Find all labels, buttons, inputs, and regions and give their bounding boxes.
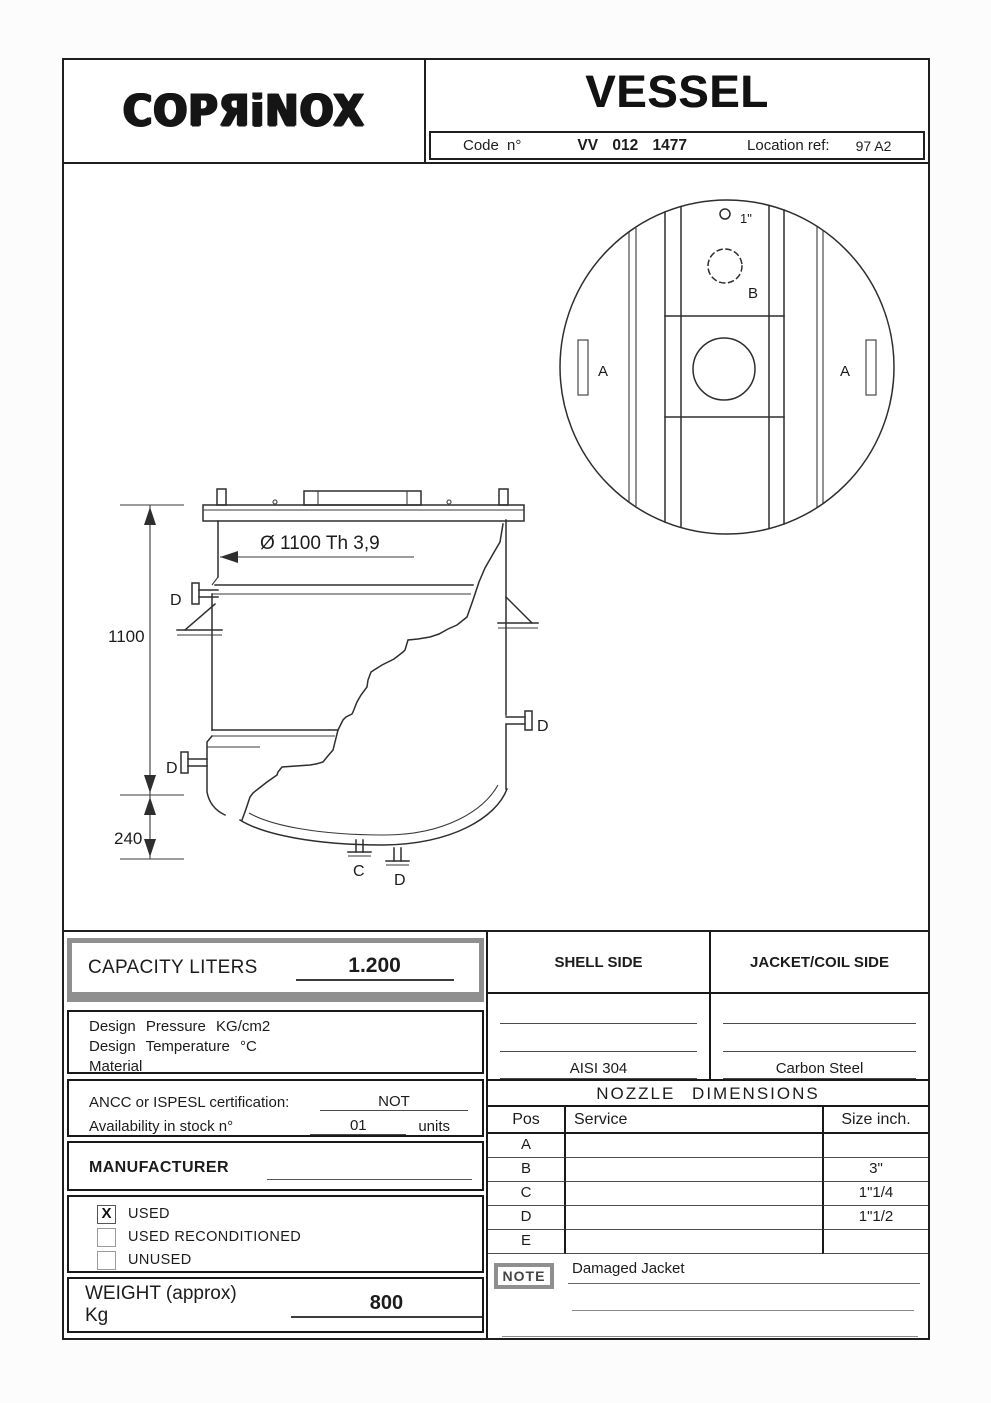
row-a-service (566, 1134, 822, 1158)
condition-option-unused (97, 1250, 482, 1270)
weight-value: 800 (291, 1292, 482, 1318)
jacket-values-col (711, 994, 928, 1079)
nozzle-b-label: B (748, 285, 759, 302)
side-view (108, 489, 549, 889)
certification-value: NOT (320, 1093, 468, 1111)
nozzle-table-title: NOZZLE DIMENSIONS (488, 1081, 928, 1107)
note-blank-line (572, 1310, 914, 1311)
lug-a-left (578, 340, 588, 395)
stock-units-label: units (418, 1118, 450, 1135)
row-a-pos: A (488, 1134, 566, 1158)
row-c-pos: C (488, 1182, 566, 1206)
note-section (488, 1258, 928, 1338)
nozzle-d-top-left (192, 583, 199, 604)
row-e-size (822, 1230, 928, 1254)
condition-option-used-reconditioned (97, 1227, 482, 1247)
nozzle-d-right (525, 711, 532, 730)
dim-bottom-height: 240 (114, 829, 143, 848)
right-column (486, 932, 928, 1338)
technical-drawing-area (64, 164, 928, 930)
weight-label: WEIGHT (approx) Kg (85, 1283, 237, 1326)
vent-hole (720, 209, 730, 219)
lug-a-right (866, 340, 876, 395)
row-a-size (822, 1134, 928, 1158)
location-ref-label: Location ref: (747, 137, 830, 154)
title-cell (426, 60, 928, 162)
label-d-top-left: D (170, 592, 182, 609)
col-service-header: Service (574, 1111, 628, 1128)
label-d-right: D (537, 718, 549, 735)
design-data-box (67, 1010, 484, 1074)
table-row (488, 1134, 928, 1158)
vessel-drawing (64, 164, 928, 930)
form-area (64, 930, 928, 1338)
side-headers (488, 932, 928, 994)
material-label: Material (89, 1058, 143, 1075)
design-pressure-label: Design Pressure KG/cm2 (89, 1018, 271, 1035)
row-c-size: 1"1/4 (822, 1182, 928, 1206)
note-value: Damaged Jacket (568, 1260, 920, 1284)
sheet-frame (62, 58, 930, 1340)
label-d-mid-left: D (166, 760, 178, 777)
row-d-size: 1"1/2 (822, 1206, 928, 1230)
manufacturer-value (267, 1165, 472, 1180)
code-strip (429, 131, 925, 160)
design-temperature-label: Design Temperature °C (89, 1038, 257, 1055)
label-a-left: A (598, 363, 609, 380)
note-blank-line (502, 1336, 918, 1337)
weight-box (67, 1277, 484, 1333)
capacity-label: CAPACITY LITERS (88, 956, 258, 978)
note-label: NOTE (494, 1263, 554, 1289)
used-label: USED (128, 1206, 170, 1222)
col-pos-header: Pos (488, 1107, 566, 1132)
label-c-bottom: C (353, 863, 365, 880)
row-d-service (566, 1206, 822, 1230)
table-row (488, 1182, 928, 1206)
col-size-header: Size inch. (822, 1107, 928, 1132)
capacity-value: 1.200 (296, 954, 454, 981)
jacket-temperature-value (723, 1024, 916, 1051)
logo-cell (64, 60, 426, 162)
table-row (488, 1206, 928, 1230)
location-ref-value: 97 A2 (855, 137, 892, 154)
shell-values-col (488, 994, 711, 1079)
nozzle-table-header (488, 1107, 928, 1134)
certification-box (67, 1079, 484, 1137)
shell-material-value: AISI 304 (500, 1052, 697, 1079)
capacity-box (67, 938, 484, 1002)
row-e-service (566, 1230, 822, 1254)
nozzle-d-mid-left (181, 752, 188, 773)
vent-size-label: 1" (740, 211, 752, 226)
checkbox-used[interactable]: X (97, 1205, 116, 1224)
stock-value: 01 (310, 1117, 406, 1135)
row-d-pos: D (488, 1206, 566, 1230)
bracket-left (185, 604, 215, 630)
condition-option-used (97, 1204, 482, 1224)
row-e-pos: E (488, 1230, 566, 1254)
code-label: Code n° (463, 137, 522, 154)
checkbox-used-reconditioned[interactable] (97, 1228, 116, 1247)
coprinox-logo: COPЯiNOX (122, 85, 366, 137)
shell-pressure-value (500, 997, 697, 1024)
center-opening (693, 338, 755, 400)
jacket-pressure-value (723, 997, 916, 1024)
row-b-size: 3" (822, 1158, 928, 1182)
page-title: VESSEL (585, 66, 769, 117)
table-row (488, 1230, 928, 1254)
condition-box (67, 1195, 484, 1273)
manufacturer-label: MANUFACTURER (89, 1159, 229, 1176)
code-value: VV 012 1477 (577, 136, 688, 154)
table-row (488, 1158, 928, 1182)
certification-label: ANCC or ISPESL certification: (89, 1094, 290, 1111)
jacket-side-header: JACKET/COIL SIDE (750, 953, 889, 971)
side-values (488, 994, 928, 1081)
jacket-material-value: Carbon Steel (723, 1052, 916, 1079)
bracket-right (506, 597, 532, 623)
row-c-service (566, 1182, 822, 1206)
shell-side-header: SHELL SIDE (488, 932, 711, 992)
checkbox-unused[interactable] (97, 1251, 116, 1270)
stock-label: Availability in stock n° (89, 1118, 234, 1135)
row-b-pos: B (488, 1158, 566, 1182)
top-view (560, 200, 894, 534)
diameter-note: Ø 1100 Th 3,9 (260, 533, 380, 554)
nozzle-b-circle (708, 249, 742, 283)
manufacturer-box (67, 1141, 484, 1191)
dim-total-height: 1100 (108, 627, 145, 646)
header (64, 60, 928, 164)
jacket-cutaway-edge (242, 524, 503, 820)
row-b-service (566, 1158, 822, 1182)
used-reconditioned-label: USED RECONDITIONED (128, 1229, 302, 1245)
unused-label: UNUSED (128, 1252, 192, 1268)
shell-temperature-value (500, 1024, 697, 1051)
label-d-bottom: D (394, 872, 406, 889)
label-a-right: A (840, 363, 851, 380)
